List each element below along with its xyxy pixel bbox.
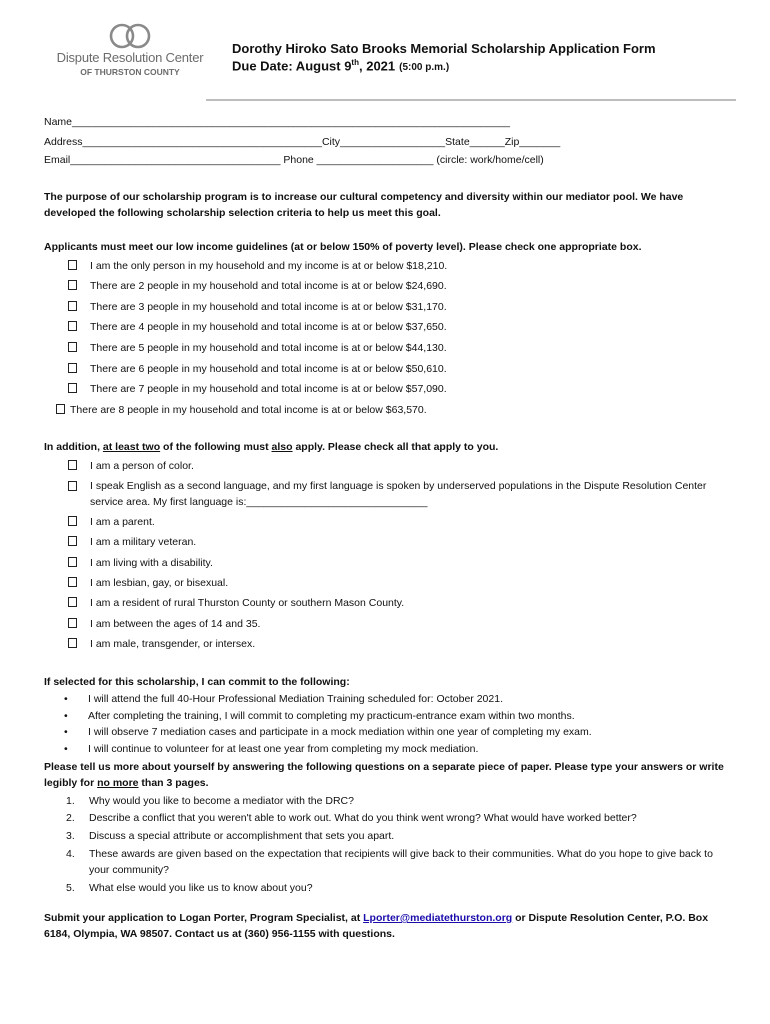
commit-item xyxy=(64,743,478,755)
heading-part: Please tell us more about yourself by answering the following questions on a separate piece of paper. Please type your answers or write legibly for xyxy=(44,761,724,789)
due-date xyxy=(232,58,449,73)
option-label: I am the only person in my household and my income is at or below $18,210. xyxy=(90,260,448,272)
question-number: 2. xyxy=(66,812,75,824)
name-field[interactable]: Name___________________________________________________________________________ xyxy=(44,116,510,128)
criteria-option[interactable] xyxy=(68,478,728,510)
checkbox[interactable] xyxy=(68,516,77,526)
question-item xyxy=(66,810,726,826)
logo-name: Dispute Resolution Center xyxy=(56,50,204,65)
question-item xyxy=(66,828,726,844)
checkbox[interactable] xyxy=(68,342,77,352)
question-number: 4. xyxy=(66,848,75,860)
option-label: I am a resident of rural Thurston County or southern Mason County. xyxy=(90,597,405,609)
due-time: (5:00 p.m.) xyxy=(399,62,450,74)
income-option[interactable] xyxy=(56,404,427,416)
checkbox[interactable] xyxy=(68,638,77,648)
checkbox[interactable] xyxy=(68,618,77,628)
question-text: Describe a conflict that you weren't able to work out. What do you think went wrong? What would have worked better? xyxy=(89,812,637,824)
question-text: Discuss a special attribute or accomplishment that sets you apart. xyxy=(89,830,395,842)
option-label: There are 2 people in my household and total income is at or below $24,690. xyxy=(90,280,447,292)
checkbox[interactable] xyxy=(68,383,77,393)
heading-emphasis: at least two xyxy=(102,441,161,453)
checkbox[interactable] xyxy=(68,363,77,373)
bullet-icon: • xyxy=(64,726,68,738)
questions-heading xyxy=(44,759,734,791)
income-option[interactable] xyxy=(68,301,447,313)
option-label: There are 4 people in my household and total income is at or below $37,650. xyxy=(90,321,447,333)
heading-part: than 3 pages. xyxy=(138,777,209,789)
heading-emphasis: no more xyxy=(97,777,139,789)
checkbox[interactable] xyxy=(56,404,65,414)
contact-email-link[interactable]: Lporter@mediatethurston.org xyxy=(363,912,513,924)
commit-text: I will observe 7 mediation cases and participate in a mock mediation within one year of completing my exam. xyxy=(88,726,592,738)
option-label: There are 6 people in my household and total income is at or below $50,610. xyxy=(90,363,447,375)
commit-text: I will attend the full 40-Hour Professional Mediation Training scheduled for: October 2021. xyxy=(88,693,503,705)
checkbox[interactable] xyxy=(68,460,77,470)
option-label: I am living with a disability. xyxy=(90,557,213,569)
heading-emphasis: also xyxy=(271,441,293,453)
question-item xyxy=(66,793,726,809)
criteria-option[interactable] xyxy=(68,460,194,472)
option-label: There are 7 people in my household and total income is at or below $57,090. xyxy=(90,383,447,395)
checkbox[interactable] xyxy=(68,536,77,546)
commit-item xyxy=(64,693,503,705)
heading-part: apply. Please check all that apply to you. xyxy=(292,441,499,453)
criteria-option[interactable] xyxy=(68,618,260,630)
option-label: I am a military veteran. xyxy=(90,536,197,548)
income-option[interactable] xyxy=(68,342,447,354)
heading-part: In addition, xyxy=(44,441,103,453)
criteria-option[interactable] xyxy=(68,516,155,528)
question-item xyxy=(66,880,726,896)
income-option[interactable] xyxy=(68,383,447,395)
due-date-suffix: th xyxy=(351,58,359,67)
option-label: I speak English as a second language, and my first language is spoken by underserved populations in the Dispute Resolution Center service area. My first language is:_______________________________ xyxy=(90,480,707,508)
criteria-option[interactable] xyxy=(68,597,404,609)
checkbox[interactable] xyxy=(68,597,77,607)
question-number: 1. xyxy=(66,795,75,807)
option-label: There are 8 people in my household and total income is at or below $63,570. xyxy=(70,404,427,416)
due-date-label: Due Date: August 9 xyxy=(232,58,352,74)
bullet-icon: • xyxy=(64,710,68,722)
option-label: There are 3 people in my household and total income is at or below $31,170. xyxy=(90,301,447,313)
address-field[interactable]: Address_________________________________________City__________________State______Zip_______ xyxy=(44,136,561,148)
logo-subtitle: OF THURSTON COUNTY xyxy=(80,67,180,77)
bullet-icon: • xyxy=(64,693,68,705)
income-option[interactable] xyxy=(68,363,447,375)
interlocking-rings-icon xyxy=(104,22,156,50)
option-label: I am a person of color. xyxy=(90,460,194,472)
submit-text: Submit your application to Logan Porter, Program Specialist, at xyxy=(44,912,364,924)
organization-logo xyxy=(50,22,210,82)
bullet-icon: • xyxy=(64,743,68,755)
commit-item xyxy=(64,726,592,738)
income-option[interactable] xyxy=(68,280,447,292)
question-number: 5. xyxy=(66,882,75,894)
checkbox[interactable] xyxy=(68,301,77,311)
question-text: Why would you like to become a mediator with the DRC? xyxy=(89,795,354,807)
checkbox[interactable] xyxy=(68,260,77,270)
checkbox[interactable] xyxy=(68,557,77,567)
option-label: There are 5 people in my household and total income is at or below $44,130. xyxy=(90,342,447,354)
option-label: I am a parent. xyxy=(90,516,155,528)
criteria-option[interactable] xyxy=(68,557,213,569)
checkbox[interactable] xyxy=(68,321,77,331)
purpose-paragraph: The purpose of our scholarship program is to increase our cultural competency and diversity within our mediator pool. We have developed the following scholarship selection criteria to help us meet this goal. xyxy=(44,191,684,219)
commit-text: After completing the training, I will commit to completing my practicum-entrance exam within two months. xyxy=(88,710,575,722)
additional-heading xyxy=(44,441,498,453)
heading-part: of the following must xyxy=(160,441,272,453)
submit-text: or Dispute Resolution Center, P.O. Box 6184, Olympia, WA 98507. Contact us at (360) 956-1155 with questions. xyxy=(44,912,709,940)
criteria-option[interactable] xyxy=(68,536,196,548)
header-divider xyxy=(206,99,736,101)
income-heading: Applicants must meet our low income guidelines (at or below 150% of poverty level). Please check one appropriate box. xyxy=(44,241,642,253)
option-label: I am male, transgender, or intersex. xyxy=(90,638,256,650)
income-option[interactable] xyxy=(68,321,447,333)
question-number: 3. xyxy=(66,830,75,842)
checkbox[interactable] xyxy=(68,481,77,491)
form-title: Dorothy Hiroko Sato Brooks Memorial Scholarship Application Form xyxy=(232,41,656,56)
email-phone-field[interactable]: Email____________________________________ Phone ____________________ (circle: work/home/cell) xyxy=(44,154,544,166)
checkbox[interactable] xyxy=(68,280,77,290)
commit-item xyxy=(64,710,575,722)
submit-paragraph xyxy=(44,910,734,942)
question-item xyxy=(66,846,726,878)
option-label: I am between the ages of 14 and 35. xyxy=(90,618,261,630)
commit-heading: If selected for this scholarship, I can commit to the following: xyxy=(44,676,350,688)
question-text: These awards are given based on the expectation that recipients will give back to their communities. What do you hope to give back to your community? xyxy=(89,848,713,876)
question-text: What else would you like us to know about you? xyxy=(89,882,313,894)
due-date-year: , 2021 xyxy=(358,58,396,74)
income-option[interactable] xyxy=(68,260,447,272)
criteria-option[interactable] xyxy=(68,638,255,650)
commit-text: I will continue to volunteer for at least one year from completing my mock mediation. xyxy=(88,743,479,755)
checkbox[interactable] xyxy=(68,577,77,587)
criteria-option[interactable] xyxy=(68,577,228,589)
option-label: I am lesbian, gay, or bisexual. xyxy=(90,577,229,589)
